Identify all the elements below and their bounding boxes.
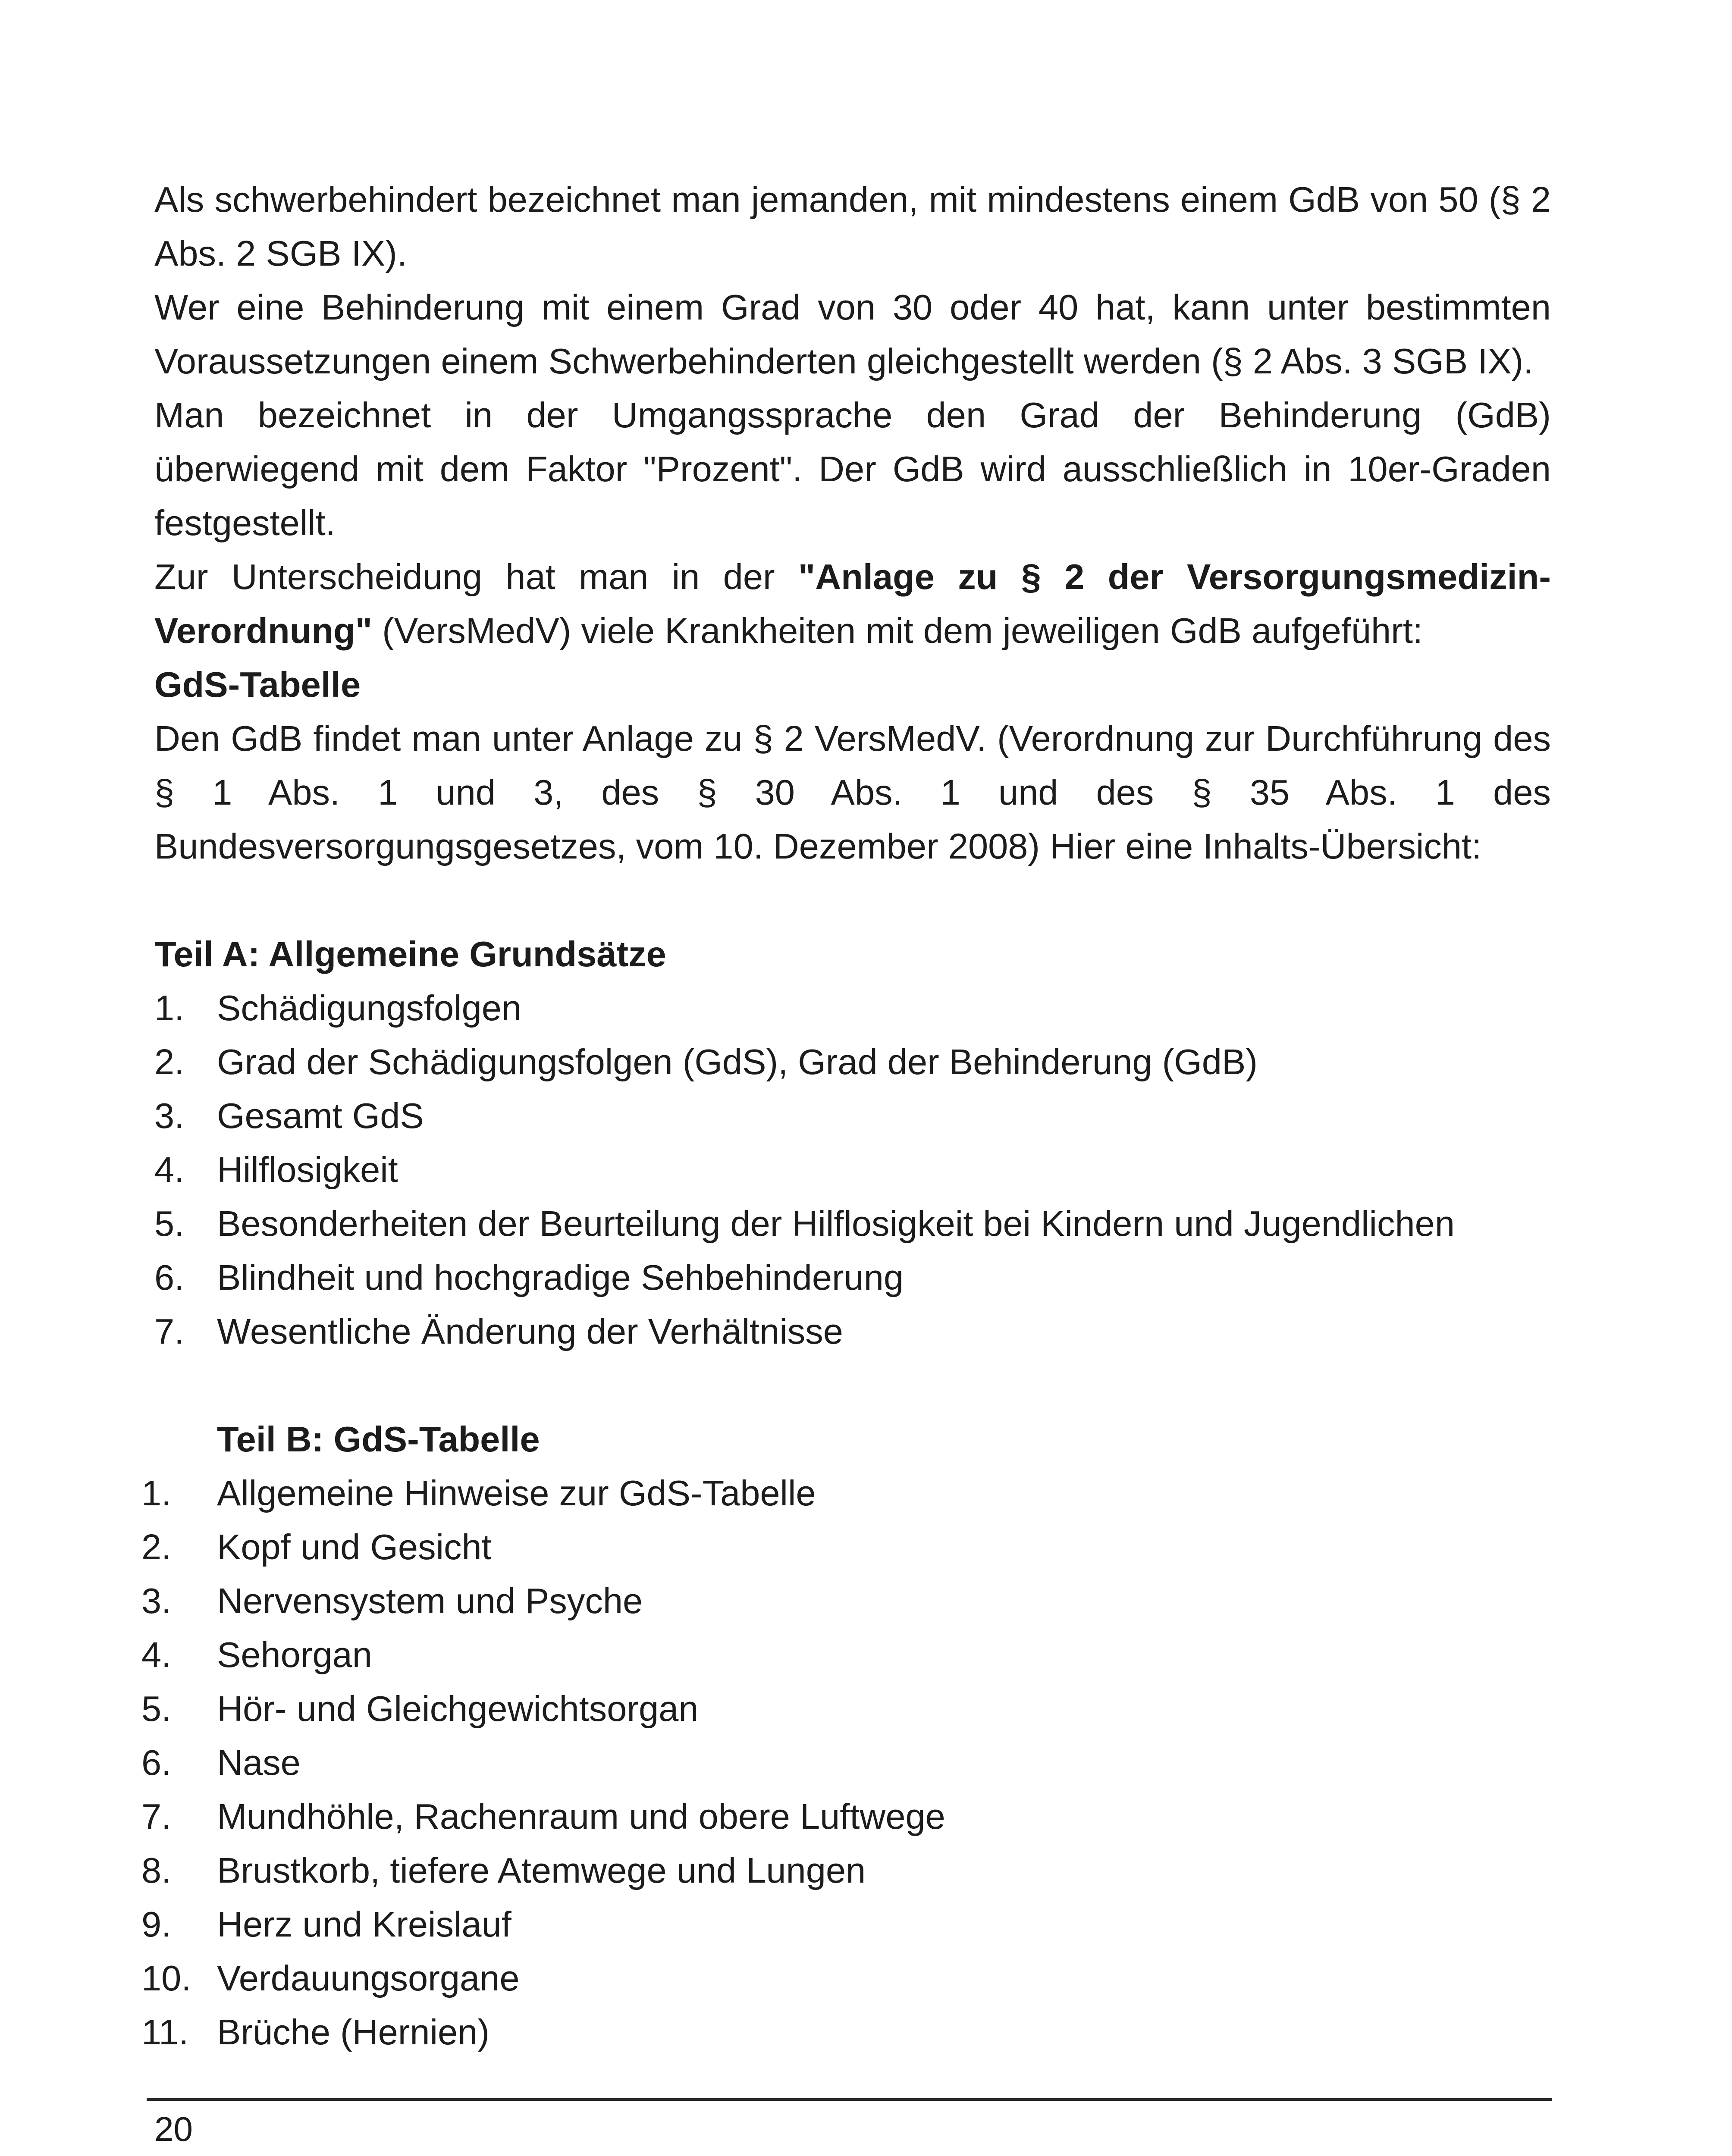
- list-item-label: Nase: [217, 1742, 301, 1783]
- list-item-label: Wesentliche Änderung der Verhältnisse: [217, 1311, 843, 1351]
- intro-paragraph-4: [154, 550, 1551, 658]
- list-item-label: Mundhöhle, Rachenraum und obere Luftwege: [217, 1796, 945, 1836]
- intro-paragraph-1: Als schwerbehindert bezeichnet man jemanden, mit mindestens einem GdB von 50 (§ 2 Abs. 2 SGB IX).: [154, 179, 1551, 273]
- list-item-number: 4.: [141, 1635, 172, 1675]
- list-item-label: Blindheit und hochgradige Sehbehinderung: [217, 1257, 904, 1297]
- list-item-number: 11.: [141, 2012, 189, 2052]
- teil-a-heading: Teil A: Allgemeine Grundsätze: [154, 934, 666, 974]
- list-item-number: 6.: [154, 1257, 185, 1297]
- intro-paragraph-4-bold: "Anlage zu § 2 der Versorgungsmedizin-Verordnung": [154, 557, 1551, 651]
- page-body: [141, 172, 1551, 2059]
- list-item-number: 7.: [154, 1311, 185, 1351]
- list-item-number: 5.: [154, 1203, 185, 1244]
- list-item: [154, 1197, 1551, 1250]
- list-item-number: 2.: [141, 1527, 172, 1567]
- list-item-number: 1.: [154, 988, 185, 1028]
- list-item-number: 1.: [141, 1473, 172, 1513]
- page-number: 20: [154, 2110, 193, 2148]
- list-item-label: Schädigungsfolgen: [217, 988, 522, 1028]
- spacer: [154, 873, 1551, 927]
- list-item: [154, 981, 1551, 1035]
- list-item: [141, 1574, 1551, 1628]
- list-item: [154, 1250, 1551, 1304]
- list-item: [141, 1736, 1551, 1789]
- list-item-number: 3.: [154, 1096, 185, 1136]
- list-item-number: 6.: [141, 1742, 172, 1783]
- list-item: [141, 1951, 1551, 2005]
- list-item-label: Grad der Schädigungsfolgen (GdS), Grad der Behinderung (GdB): [217, 1042, 1258, 1082]
- list-item-number: 10.: [141, 1958, 191, 1998]
- list-item-number: 2.: [154, 1042, 185, 1082]
- list-item: [154, 1089, 1551, 1143]
- intro-paragraph-4-prefix: Zur Unterscheidung hat man in der: [154, 557, 798, 597]
- list-item: [154, 1304, 1551, 1358]
- list-item-label: Allgemeine Hinweise zur GdS-Tabelle: [217, 1473, 816, 1513]
- list-item-number: 3.: [141, 1581, 172, 1621]
- list-item-label: Hör- und Gleichgewichtsorgan: [217, 1689, 699, 1729]
- footer-divider: [147, 2098, 1552, 2101]
- list-item-label: Gesamt GdS: [217, 1096, 424, 1136]
- list-item: [154, 1143, 1551, 1197]
- section-heading-gds-tabelle: GdS-Tabelle: [154, 664, 361, 705]
- intro-paragraph-3: Man bezeichnet in der Umgangssprache den Grad der Behinderung (GdB) überwiegend mit dem Faktor "Prozent". Der GdB wird ausschließlich in 10er-Graden festgestellt.: [154, 395, 1551, 543]
- list-item-label: Herz und Kreislauf: [217, 1904, 511, 1944]
- list-item-number: 9.: [141, 1904, 172, 1944]
- spacer: [154, 1358, 1551, 1412]
- list-item: [141, 1682, 1551, 1736]
- list-item-label: Verdauungsorgane: [217, 1958, 520, 1998]
- intro-paragraph-2: Wer eine Behinderung mit einem Grad von 30 oder 40 hat, kann unter bestimmten Voraussetzungen einem Schwerbehinderten gleichgestellt werden (§ 2 Abs. 3 SGB IX).: [154, 287, 1551, 381]
- list-item-number: 5.: [141, 1689, 172, 1729]
- list-item-number: 8.: [141, 1850, 172, 1890]
- list-item: [141, 1843, 1551, 1897]
- list-item: [141, 1897, 1551, 1951]
- list-item-label: Nervensystem und Psyche: [217, 1581, 643, 1621]
- list-item-label: Kopf und Gesicht: [217, 1527, 492, 1567]
- list-item-number: 7.: [141, 1796, 172, 1836]
- list-item: [141, 2005, 1551, 2059]
- list-item: [141, 1466, 1551, 1520]
- teil-b-heading: Teil B: GdS-Tabelle: [217, 1419, 540, 1459]
- list-item-label: Sehorgan: [217, 1635, 372, 1675]
- list-item-label: Brüche (Hernien): [217, 2012, 489, 2052]
- list-item: [141, 1628, 1551, 1682]
- list-item-label: Besonderheiten der Beurteilung der Hilflosigkeit bei Kindern und Jugendlichen: [217, 1203, 1455, 1244]
- intro-paragraph-4-suffix: (VersMedV) viele Krankheiten mit dem jeweiligen GdB aufgeführt:: [372, 611, 1423, 651]
- teil-b-list: [141, 1466, 1551, 2059]
- list-item-label: Brustkorb, tiefere Atemwege und Lungen: [217, 1850, 866, 1890]
- list-item-label: Hilflosigkeit: [217, 1150, 398, 1190]
- teil-a-list: [154, 981, 1551, 1358]
- intro-paragraph-5: Den GdB findet man unter Anlage zu § 2 VersMedV. (Verordnung zur Durchführung des § 1 Abs. 1 und 3, des § 30 Abs. 1 und des § 35 Abs. 1 des Bundesversorgungsgesetzes, vom 10. Dezember 2008) Hier eine Inhalts-Übersicht:: [154, 718, 1551, 866]
- list-item: [141, 1789, 1551, 1843]
- list-item: [154, 1035, 1551, 1089]
- list-item-number: 4.: [154, 1150, 185, 1190]
- list-item: [141, 1520, 1551, 1574]
